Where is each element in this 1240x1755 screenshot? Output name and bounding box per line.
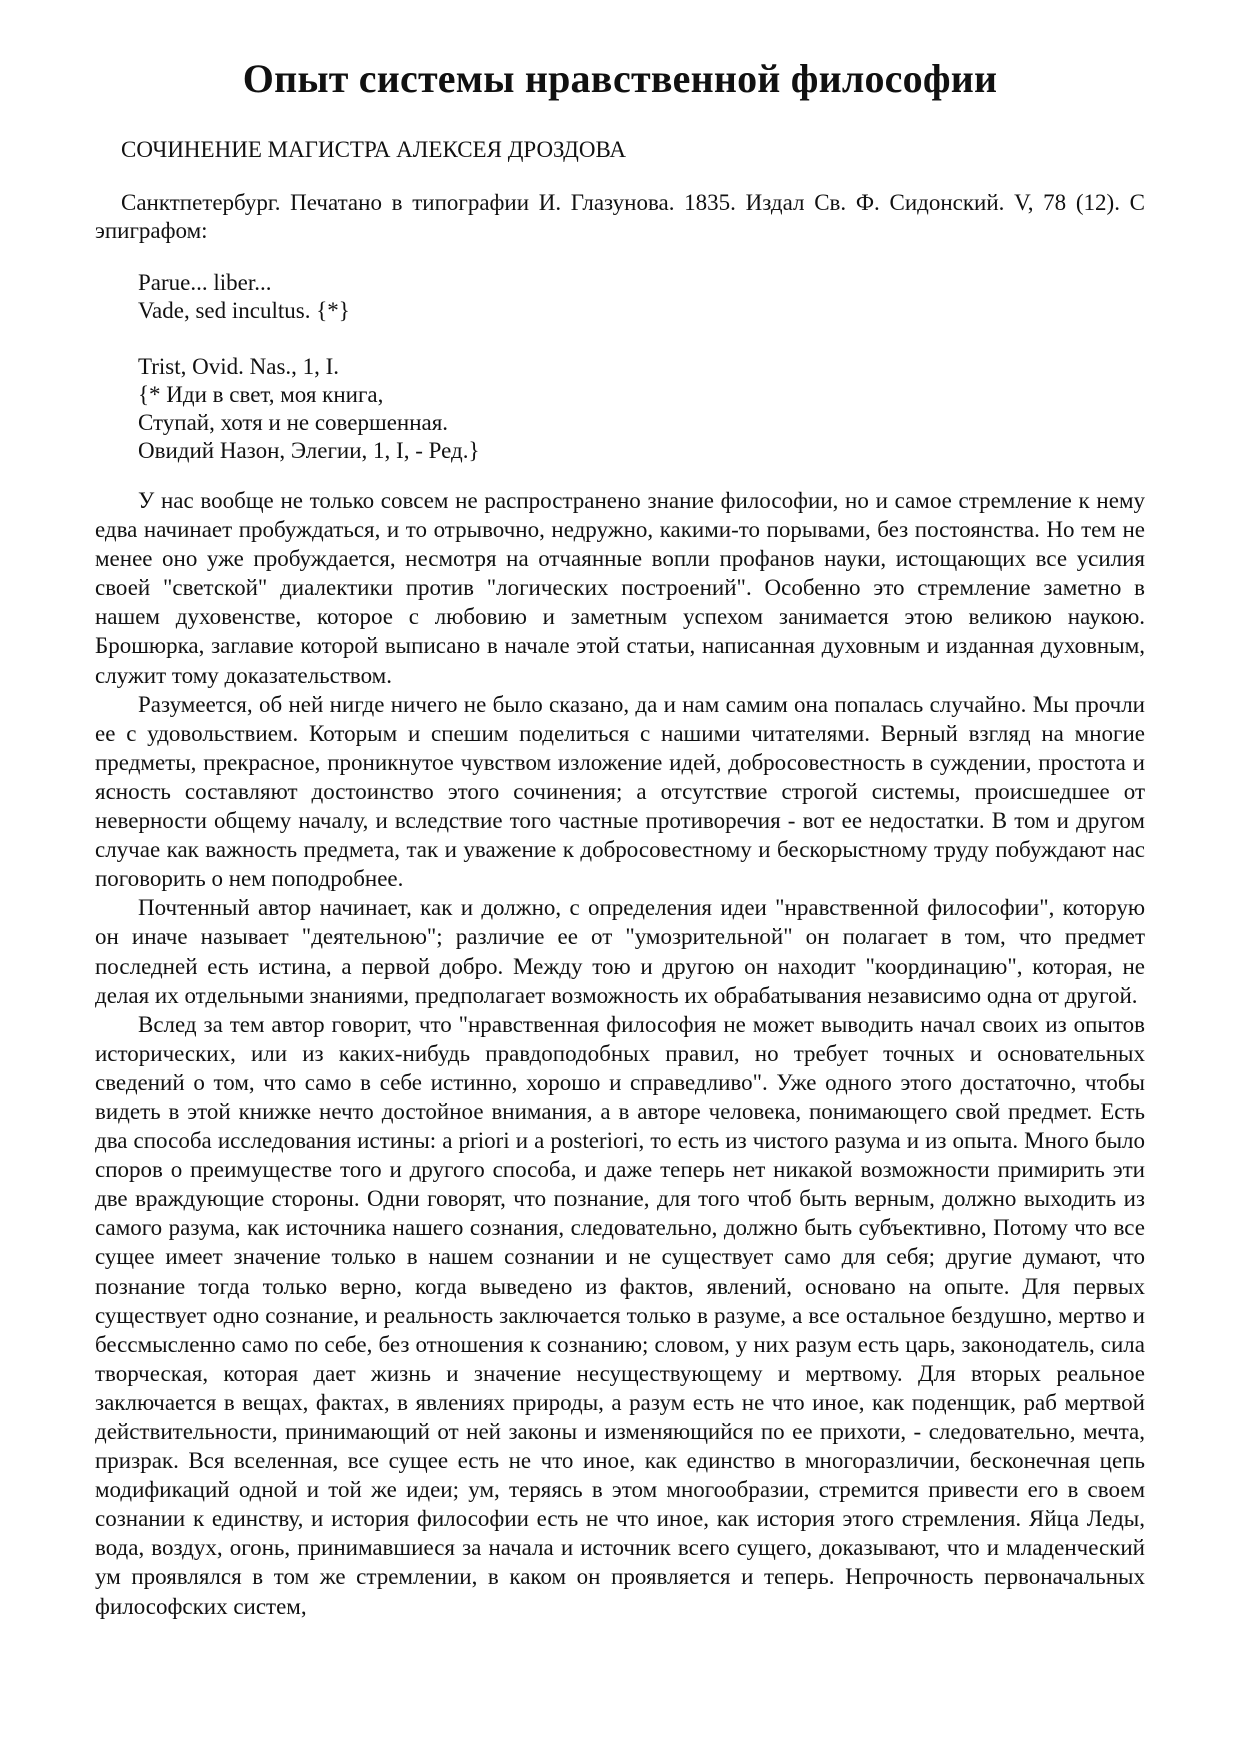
epigraph-stanza-latin <box>138 269 1145 325</box>
document-page <box>95 54 1145 1621</box>
epigraph-line: {* Иди в свет, моя книга, <box>138 382 384 407</box>
body-paragraph: У нас вообще не только совсем не распространено знание философии, но и самое стремление к нему едва начинает пробуждаться, и то отрывочно, недружно, какими-то порывами, без постоянства. Но тем не менее оно уже пробуждается, несмотря на отчаянные вопли профанов науки, истощающих все усилия своей "светской" диалектики против "логических построений". Особенно это стремление заметно в нашем духовенстве, которое с любовию и заметным успехом занимается этою великою наукою. Брошюрка, заглавие которой выписано в начале этой статьи, написанная духовным и изданная духовным, служит тому доказательством. <box>95 488 1145 688</box>
article-body <box>95 486 1145 1621</box>
epigraph-line: Trist, Ovid. Nas., 1, I. <box>138 354 340 379</box>
epigraph-line: Vade, sed incultus. {*} <box>138 298 350 323</box>
document-subtitle: СОЧИНЕНИЕ МАГИСТРА АЛЕКСЕЯ ДРОЗДОВА <box>121 137 626 162</box>
epigraph-stanza-translation <box>138 353 1145 465</box>
epigraph-line: Овидий Назон, Элегии, 1, I, - Ред.} <box>138 438 480 463</box>
body-paragraph: Почтенный автор начинает, как и должно, с определения идеи "нравственной философии", которую он иначе называет "деятельною"; различие ее от "умозрительной" он полагает в том, что предмет последней есть истина, а первой добро. Между тою и другою он находит "координацию", которая, не делая их отдельными знаниями, предполагает возможность их обрабатывания независимо одна от другой. <box>95 895 1145 1008</box>
epigraph-line: Ступай, хотя и не совершенная. <box>138 410 449 435</box>
publication-info: Санктпетербург. Печатано в типографии И. Глазунова. 1835. Издал Св. Ф. Сидонский. V, 78 (12). С эпиграфом: <box>95 190 1145 243</box>
epigraph <box>138 269 1145 465</box>
document-title: Опыт системы нравственной философии <box>242 56 998 101</box>
body-paragraph: Вслед за тем автор говорит, что "нравственная философия не может выводить начал своих из опытов исторических, или из каких-нибудь правдоподобных правил, но требует точных и основательных сведений о том, что само в себе истинно, хорошо и справедливо". Уже одного этого достаточно, чтобы видеть в этой книжке нечто достойное внимания, а в авторе человека, понимающего свой предмет. Есть два способа исследования истины: a priori и a posteriori, то есть из чистого разума и из опыта. Много было споров о преимуществе того и другого способа, и даже теперь нет никакой возможности примирить эти две враждующие стороны. Одни говорят, что познание, для того чтоб быть верным, должно выходить из самого разума, как источника нашего сознания, следовательно, должно быть субъективно, Потому что все сущее имеет значение только в нашем сознании и не существует само для себя; другие думают, что познание тогда только верно, когда выведено из фактов, явлений, основано на опыте. Для первых существует одно сознание, и реальность заключается только в разуме, а все остальное бездушно, мертво и бессмысленно само по себе, без отношения к сознанию; словом, у них разум есть царь, законодатель, сила творческая, которая дает жизнь и значение несуществующему и мертвому. Для вторых реальное заключается в вещах, фактах, в явлениях природы, а разум есть не что иное, как поденщик, раб мертвой действительности, принимающий от ней законы и изменяющийся по ее прихоти, - следовательно, мечта, призрак. Вся вселенная, все сущее есть не что иное, как единство в многоразличии, бесконечная цепь модификаций одной и той же идеи; ум, теряясь в этом многообразии, стремится привести его в своем сознании к единству, и история философии есть не что иное, как история этого стремления. Яйца Леды, вода, воздух, огонь, принимавшиеся за начала и источник всего сущего, доказывают, что и младенческий ум проявлялся в том же стремлении, в каком он проявляется и теперь. Непрочность первоначальных философских систем, <box>95 1011 1145 1619</box>
epigraph-line: Parue... liber... <box>138 270 272 295</box>
body-paragraph: Разумеется, об ней нигде ничего не было сказано, да и нам самим она попалась случайно. Мы прочли ее с удовольствием. Которым и спешим поделиться с нашими читателями. Верный взгляд на многие предметы, прекрасное, проникнутое чувством изложение идей, добросовестность в суждении, простота и ясность составляют достоинство этого сочинения; а отсутствие строгой системы, происшедшее от неверности общему началу, и вследствие того частные противоречия - вот ее недостатки. В том и другом случае как важность предмета, так и уважение к добросовестному и бескорыстному труду побуждают нас поговорить о нем поподробнее. <box>95 691 1145 892</box>
